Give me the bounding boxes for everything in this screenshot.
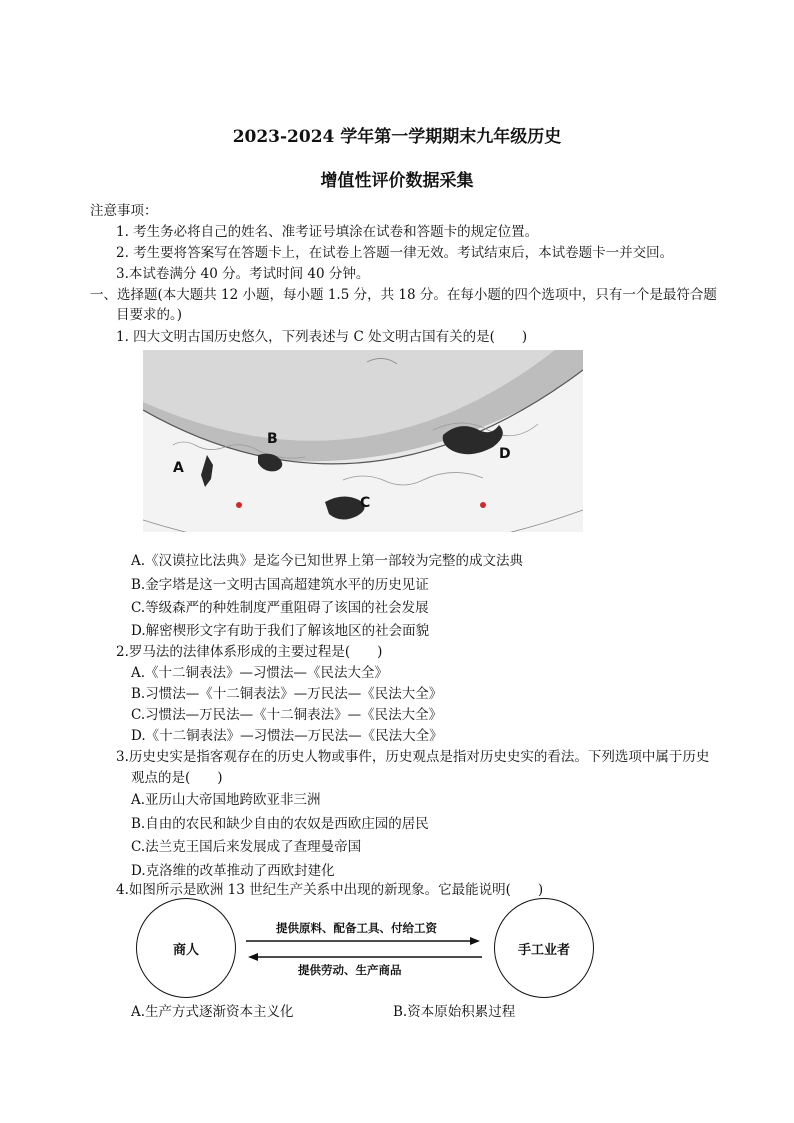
map-graphic bbox=[143, 350, 583, 532]
q1-option-b: B.金字塔是这一文明古国高超建筑水平的历史见证 bbox=[131, 577, 429, 593]
q3-option-c: C.法兰克王国后来发展成了查理曼帝国 bbox=[131, 839, 362, 855]
question-4-stem: 4.如图所示是欧洲 13 世纪生产关系中出现的新现象。它最能说明( ) bbox=[116, 882, 544, 898]
merchant-label: 商人 bbox=[172, 942, 199, 958]
q4-option-b: B.资本原始积累过程 bbox=[393, 1004, 516, 1020]
ancient-civilizations-map bbox=[143, 350, 583, 532]
q4-option-a: A.生产方式逐渐资本主义化 bbox=[131, 1004, 294, 1020]
section-instruction-cont: 目要求的。) bbox=[116, 307, 183, 323]
question-3-stem-cont: 观点的是( ) bbox=[131, 770, 223, 786]
map-label-a: A bbox=[173, 460, 184, 476]
q2-option-c: C.习惯法—万民法—《十二铜表法》—《民法大全》 bbox=[131, 707, 443, 723]
notice-item: 1. 考生务必将自己的姓名、准考证号填涂在试卷和答题卡的规定位置。 bbox=[116, 224, 539, 240]
question-1-stem: 1. 四大文明古国历史悠久，下列表述与 C 处文明古国有关的是( ) bbox=[116, 329, 528, 345]
q2-option-b: B.习惯法—《十二铜表法》—万民法—《民法大全》 bbox=[131, 686, 443, 702]
notice-item: 2. 考生要将答案写在答题卡上，在试卷上答题一律无效。考试结束后，本试卷题卡一并交回。 bbox=[116, 245, 674, 261]
arrow-bottom-label: 提供劳动、生产商品 bbox=[298, 963, 402, 977]
notice-heading: 注意事项： bbox=[90, 203, 158, 219]
q3-option-d: D.克洛维的改革推动了西欧封建化 bbox=[131, 863, 335, 879]
map-label-d: D bbox=[499, 446, 511, 462]
q3-option-a: A.亚历山大帝国地跨欧亚非三洲 bbox=[131, 792, 321, 808]
page-title: 2023-2024 学年第一学期期末九年级历史 bbox=[232, 127, 562, 147]
section-instruction: 一、选择题(本大题共 12 小题，每小题 1.5 分，共 18 分。在每小题的四个选项中，只有一个是最符合题 bbox=[90, 287, 717, 303]
q2-option-d: D.《十二铜表法》—习惯法—万民法—《民法大全》 bbox=[131, 728, 443, 744]
question-2-stem: 2.罗马法的法律体系形成的主要过程是( ) bbox=[116, 644, 383, 660]
arrow-top-label: 提供原料、配备工具、付给工资 bbox=[276, 921, 437, 935]
map-label-c: C bbox=[360, 495, 371, 511]
q1-option-d: D.解密楔形文字有助于我们了解该地区的社会面貌 bbox=[131, 623, 430, 639]
q1-option-a: A.《汉谟拉比法典》是迄今已知世界上第一部较为完整的成文法典 bbox=[131, 553, 524, 569]
q1-option-c: C.等级森严的种姓制度严重阻碍了该国的社会发展 bbox=[131, 600, 429, 616]
question-3-stem: 3.历史史实是指客观存在的历史人物或事件，历史观点是指对历史史实的看法。下列选项中属于历史 bbox=[116, 749, 710, 765]
artisan-label: 手工业者 bbox=[517, 942, 570, 958]
q2-option-a: A.《十二铜表法》—习惯法—《民法大全》 bbox=[131, 665, 389, 681]
notice-item: 3.本试卷满分 40 分。考试时间 40 分钟。 bbox=[116, 266, 370, 282]
relation-arrows bbox=[244, 935, 484, 965]
merchant-circle bbox=[136, 898, 236, 998]
map-label-b: B bbox=[267, 431, 278, 447]
artisan-circle bbox=[494, 898, 594, 998]
q3-option-b: B.自由的农民和缺少自由的农奴是西欧庄园的居民 bbox=[131, 816, 429, 832]
page-subtitle: 增值性评价数据采集 bbox=[320, 171, 474, 191]
